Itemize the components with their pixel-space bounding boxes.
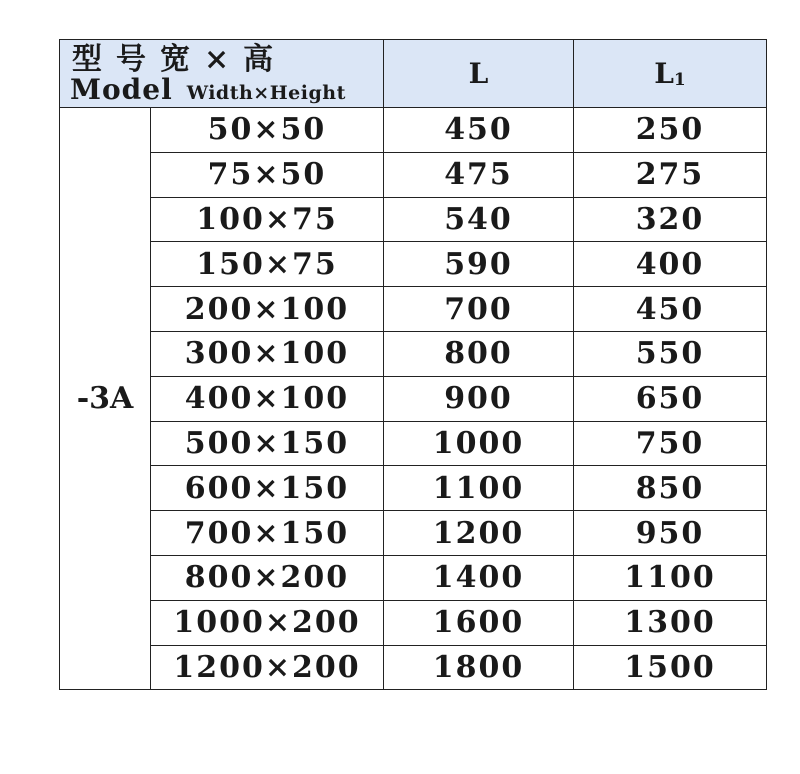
- l-cell: 1200: [384, 511, 574, 556]
- l1-cell: 650: [574, 376, 767, 421]
- model-cell: -3A: [60, 108, 151, 690]
- table-row: [60, 376, 767, 421]
- table-row: [60, 287, 767, 332]
- l1-cell: 250: [574, 108, 767, 153]
- l1-cell: 320: [574, 197, 767, 242]
- l1-cell: 950: [574, 511, 767, 556]
- l1-cell: 1300: [574, 600, 767, 645]
- size-cell: 150×75: [151, 242, 384, 287]
- l-cell: 1400: [384, 555, 574, 600]
- table-header-row: [60, 40, 767, 108]
- l-cell: 1000: [384, 421, 574, 466]
- table-row: [60, 242, 767, 287]
- size-cell: 200×100: [151, 287, 384, 332]
- header-l1: [574, 40, 767, 108]
- table-row: [60, 466, 767, 511]
- l-cell: 800: [384, 331, 574, 376]
- header-size-label: Width×Height: [186, 82, 346, 104]
- size-cell: 300×100: [151, 331, 384, 376]
- table-row: [60, 108, 767, 153]
- size-cell: 700×150: [151, 511, 384, 556]
- l-cell: 450: [384, 108, 574, 153]
- size-cell: 1200×200: [151, 645, 384, 690]
- size-cell: 500×150: [151, 421, 384, 466]
- l-cell: 540: [384, 197, 574, 242]
- size-cell: 1000×200: [151, 600, 384, 645]
- l1-cell: 1500: [574, 645, 767, 690]
- header-l1-label: L: [654, 57, 674, 90]
- l-cell: 1800: [384, 645, 574, 690]
- table-body: [60, 108, 767, 690]
- l-cell: 700: [384, 287, 574, 332]
- table-row: [60, 645, 767, 690]
- table-row: [60, 511, 767, 556]
- size-cell: 100×75: [151, 197, 384, 242]
- header-l: [384, 40, 574, 108]
- size-cell: 75×50: [151, 152, 384, 197]
- l1-cell: 550: [574, 331, 767, 376]
- l1-cell: 1100: [574, 555, 767, 600]
- header-l-label: L: [468, 57, 489, 90]
- l1-cell: 400: [574, 242, 767, 287]
- table-row: [60, 421, 767, 466]
- l1-cell: 275: [574, 152, 767, 197]
- header-model-label: Model: [70, 73, 173, 106]
- l-cell: 475: [384, 152, 574, 197]
- table-row: [60, 331, 767, 376]
- size-cell: 400×100: [151, 376, 384, 421]
- l-cell: 1100: [384, 466, 574, 511]
- l1-cell: 450: [574, 287, 767, 332]
- table-row: [60, 600, 767, 645]
- header-model-size: [60, 40, 384, 108]
- l-cell: 900: [384, 376, 574, 421]
- header-l1-subscript: 1: [673, 70, 686, 90]
- size-cell: 50×50: [151, 108, 384, 153]
- spec-table: [59, 39, 767, 690]
- table-row: [60, 197, 767, 242]
- l1-cell: 750: [574, 421, 767, 466]
- l1-cell: 850: [574, 466, 767, 511]
- table-row: [60, 152, 767, 197]
- l-cell: 1600: [384, 600, 574, 645]
- size-cell: 800×200: [151, 555, 384, 600]
- header-title-cn: 型号宽×高: [72, 42, 288, 77]
- table-row: [60, 555, 767, 600]
- size-cell: 600×150: [151, 466, 384, 511]
- l-cell: 590: [384, 242, 574, 287]
- spec-sheet: [59, 39, 766, 689]
